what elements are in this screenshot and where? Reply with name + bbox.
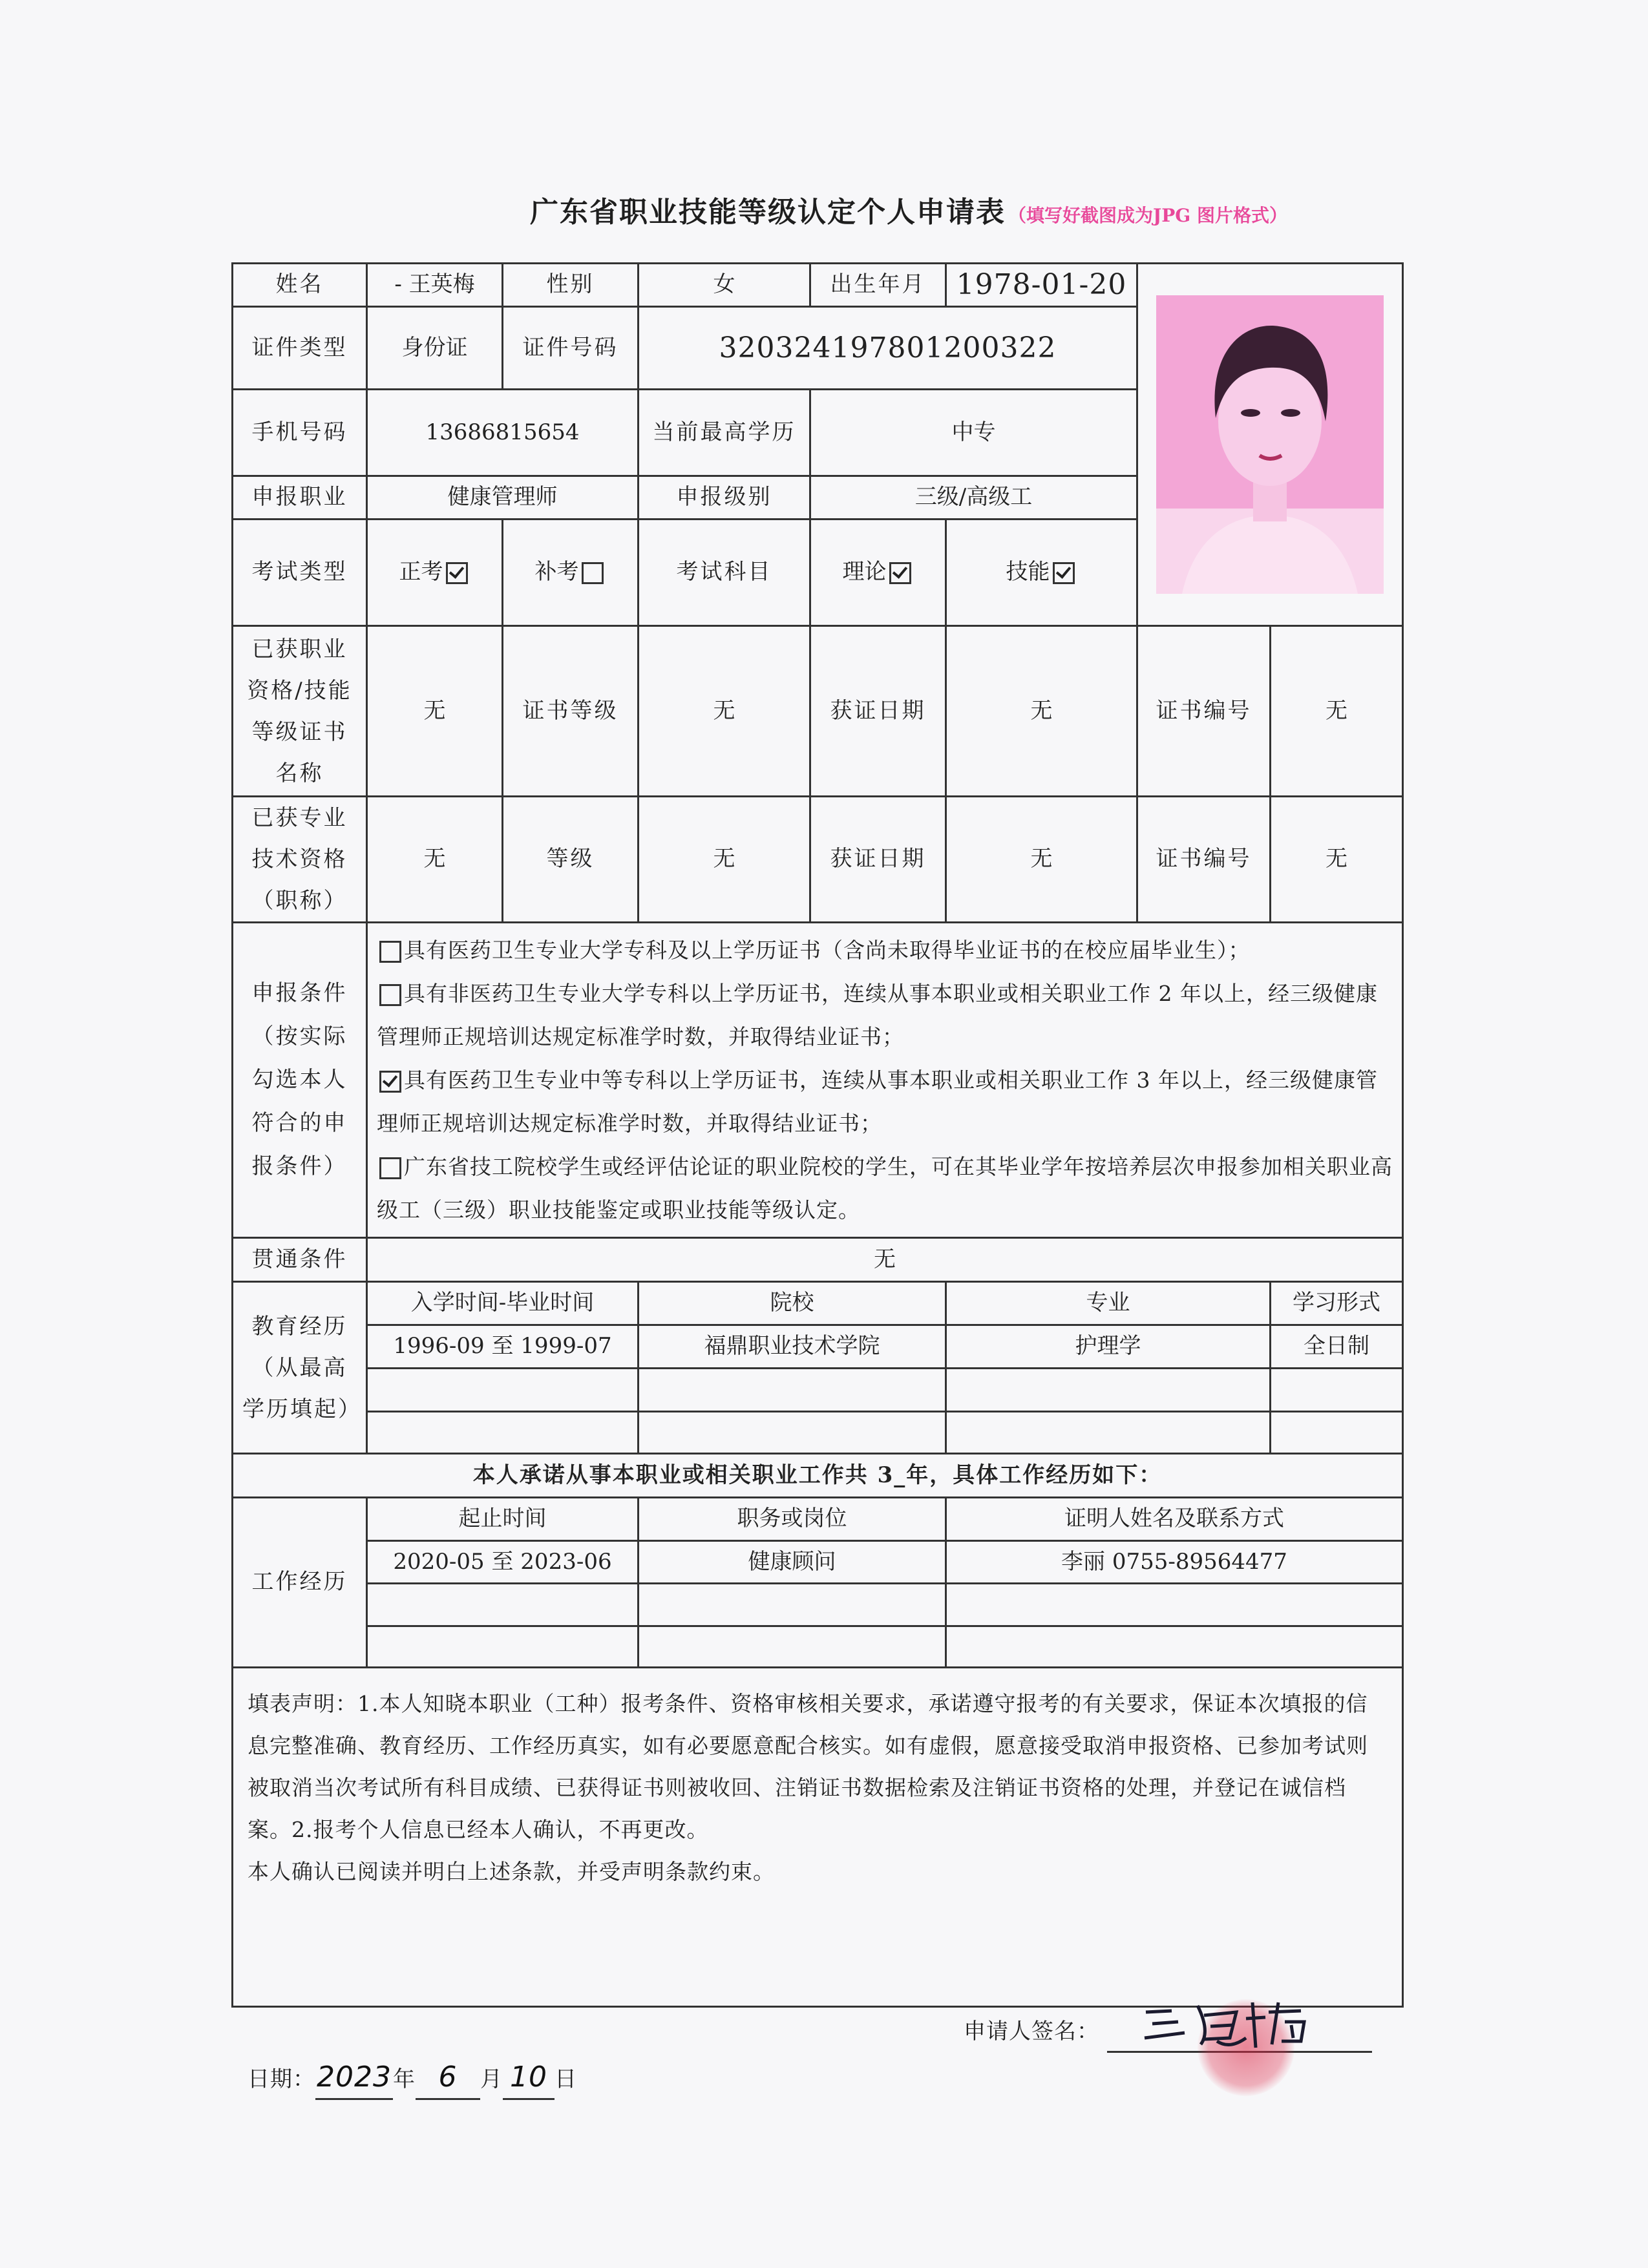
edu-value[interactable]: 中专 — [810, 390, 1137, 476]
idtype-value[interactable]: 身份证 — [367, 307, 503, 390]
phone-value[interactable]: 13686815654 — [367, 390, 639, 476]
edu-header: 学习形式 — [1271, 1282, 1403, 1325]
conditions-label: 申报条件（按实际勾选本人符合的申报条件） — [233, 923, 367, 1238]
condition-item[interactable] — [377, 972, 1393, 1058]
education-label: 教育经历（从最高学历填起） — [233, 1282, 367, 1454]
table-row — [233, 1369, 1403, 1412]
portrait-icon — [1156, 295, 1384, 594]
table-row — [233, 1412, 1403, 1454]
date-row — [248, 2056, 577, 2101]
condition-checkbox[interactable] — [379, 941, 401, 963]
work-header: 起止时间 — [367, 1498, 639, 1541]
exam-makeup[interactable] — [503, 520, 639, 626]
vocational-value[interactable]: 无 — [367, 626, 503, 797]
photo-cell — [1137, 264, 1403, 626]
cert-no-value[interactable]: 无 — [1271, 626, 1403, 797]
work-cell[interactable] — [367, 1626, 639, 1668]
exam-makeup-label: 补考 — [534, 559, 579, 585]
cert-no2-label: 证书编号 — [1137, 797, 1271, 923]
signature-field[interactable] — [1107, 2019, 1372, 2053]
signature-label: 申请人签名： — [964, 2019, 1099, 2044]
work-cell[interactable]: 2020-05 至 2023-06 — [367, 1541, 639, 1584]
occupation-label: 申报职业 — [233, 476, 367, 520]
idtype-label: 证件类型 — [233, 307, 367, 390]
condition-checkbox[interactable] — [379, 984, 401, 1006]
edu-cell[interactable] — [367, 1369, 639, 1412]
subject-skill[interactable] — [946, 520, 1137, 626]
cert-date-value[interactable]: 无 — [946, 626, 1137, 797]
cert-level-value[interactable]: 无 — [639, 626, 810, 797]
table-row — [233, 1584, 1403, 1626]
subject-theory[interactable] — [810, 520, 946, 626]
year-unit: 年 — [393, 2066, 416, 2092]
cert-no2-value[interactable]: 无 — [1271, 797, 1403, 923]
work-cell[interactable] — [367, 1584, 639, 1626]
form-title — [530, 189, 1629, 230]
subject-skill-label: 技能 — [1006, 559, 1050, 585]
name-value[interactable]: - 王英梅 — [367, 264, 503, 307]
gender-label: 性别 — [503, 264, 639, 307]
work-cell[interactable] — [639, 1626, 946, 1668]
cert-date2-label: 获证日期 — [810, 797, 946, 923]
date-label: 日期： — [248, 2066, 315, 2092]
through-label: 贯通条件 — [233, 1238, 367, 1282]
condition-text: 广东省技工院校学生或经评估论证的职业院校的学生，可在其毕业学年按培养层次申报参加相关职业高级工（三级）职业技能鉴定或职业技能等级认定。 — [377, 1154, 1393, 1223]
edu-header: 专业 — [946, 1282, 1271, 1325]
grade-label: 等级 — [503, 797, 639, 923]
work-cell[interactable]: 李丽 0755-89564477 — [946, 1541, 1403, 1584]
idno-label: 证件号码 — [503, 307, 639, 390]
table-row — [233, 1541, 1403, 1584]
examtype-label: 考试类型 — [233, 520, 367, 626]
date-year[interactable]: 2023 — [315, 2056, 393, 2100]
gender-value[interactable]: 女 — [639, 264, 810, 307]
edu-cell[interactable] — [1271, 1369, 1403, 1412]
edu-cell[interactable]: 福鼎职业技术学院 — [639, 1325, 946, 1369]
work-label: 工作经历 — [233, 1498, 367, 1668]
month-unit: 月 — [480, 2066, 503, 2092]
cert-date2-value[interactable]: 无 — [946, 797, 1137, 923]
subject-theory-checkbox[interactable] — [889, 562, 911, 584]
vocational-label: 已获职业资格/技能等级证书名称 — [233, 626, 367, 797]
condition-checkbox[interactable] — [379, 1071, 401, 1093]
portrait-photo — [1156, 295, 1384, 594]
dob-value[interactable]: 1978-01-20 — [946, 264, 1137, 307]
title-note: （填写好截图成为JPG 图片格式） — [1008, 205, 1287, 226]
cert-no-label: 证书编号 — [1137, 626, 1271, 797]
table-row — [233, 1626, 1403, 1668]
declaration — [233, 1668, 1403, 2094]
subject-label: 考试科目 — [639, 520, 810, 626]
cert-date-label: 获证日期 — [810, 626, 946, 797]
idno-value[interactable]: 320324197801200322 — [639, 307, 1137, 390]
exam-regular[interactable] — [367, 520, 503, 626]
exam-makeup-checkbox[interactable] — [582, 562, 604, 584]
work-cell[interactable] — [946, 1584, 1403, 1626]
edu-label: 当前最高学历 — [639, 390, 810, 476]
name-label: 姓名 — [233, 264, 367, 307]
level-label: 申报级别 — [639, 476, 810, 520]
occupation-value[interactable]: 健康管理师 — [367, 476, 639, 520]
work-cell[interactable] — [946, 1626, 1403, 1668]
exam-regular-label: 正考 — [399, 559, 443, 585]
table-row — [233, 1325, 1403, 1369]
title-main: 广东省职业技能等级认定个人申请表 — [530, 196, 1006, 229]
condition-checkbox[interactable] — [379, 1157, 401, 1179]
condition-item[interactable] — [377, 1145, 1393, 1232]
edu-cell[interactable] — [946, 1369, 1271, 1412]
edu-cell[interactable] — [639, 1412, 946, 1454]
edu-header: 入学时间-毕业时间 — [367, 1282, 639, 1325]
condition-text: 具有医药卫生专业大学专科及以上学历证书（含尚未取得毕业证书的在校应届毕业生）； — [404, 938, 1251, 963]
edu-cell[interactable] — [639, 1369, 946, 1412]
phone-label: 手机号码 — [233, 390, 367, 476]
work-cell[interactable]: 健康顾问 — [639, 1541, 946, 1584]
professional-label: 已获专业技术资格（职称） — [233, 797, 367, 923]
condition-text: 具有非医药卫生专业大学专科以上学历证书，连续从事本职业或相关职业工作 2 年以上，经三级健康管理师正规培训达规定标准学时数，并取得结业证书； — [377, 981, 1378, 1049]
work-cell[interactable] — [639, 1584, 946, 1626]
date-month[interactable]: 6 — [416, 2056, 480, 2100]
level-value[interactable]: 三级/高级工 — [810, 476, 1137, 520]
condition-text: 具有医药卫生专业中等专科以上学历证书，连续从事本职业或相关职业工作 3 年以上，经三级健康管理师正规培训达规定标准学时数，并取得结业证书； — [377, 1067, 1378, 1136]
declaration-confirm: 本人确认已阅读并明白上述条款，并受声明条款约束。 — [248, 1859, 775, 1884]
through-value[interactable]: 无 — [367, 1238, 1403, 1282]
edu-cell[interactable]: 全日制 — [1271, 1325, 1403, 1369]
signature-row — [964, 2011, 1372, 2053]
work-header: 职务或岗位 — [639, 1498, 946, 1541]
edu-cell[interactable]: 护理学 — [946, 1325, 1271, 1369]
edu-cell[interactable] — [946, 1412, 1271, 1454]
edu-cell[interactable]: 1996-09 至 1999-07 — [367, 1325, 639, 1369]
dob-label: 出生年月 — [810, 264, 946, 307]
exam-regular-checkbox[interactable] — [446, 562, 468, 584]
conditions-list — [367, 923, 1403, 1238]
application-form — [231, 262, 1404, 2094]
condition-item[interactable] — [377, 929, 1393, 972]
edu-cell[interactable] — [1271, 1412, 1403, 1454]
work-commitment: 本人承诺从事本职业或相关职业工作共 3_年，具体工作经历如下： — [233, 1454, 1403, 1498]
date-day[interactable]: 10 — [503, 2056, 555, 2100]
edu-header: 院校 — [639, 1282, 946, 1325]
handwritten-signature — [1139, 1993, 1333, 2051]
day-unit: 日 — [555, 2066, 577, 2092]
cert-level-label: 证书等级 — [503, 626, 639, 797]
grade-value[interactable]: 无 — [639, 797, 810, 923]
professional-value[interactable]: 无 — [367, 797, 503, 923]
subject-skill-checkbox[interactable] — [1053, 562, 1075, 584]
condition-item[interactable] — [377, 1058, 1393, 1145]
declaration-text: 填表声明：1.本人知晓本职业（工种）报考条件、资格审核相关要求，承诺遵守报考的有关要求，保证本次填报的信息完整准确、教育经历、工作经历真实，如有必要愿意配合核实。如有虚假，愿意接受取消申报资格、已参加考试则被取消当次考试所有科目成绩、已获得证书则被收回、注销证书数据检索及注销证书资格的处理，并登记在诚信档案。2.报考个人信息已经本人确认，不再更改。 — [248, 1691, 1368, 1842]
edu-cell[interactable] — [367, 1412, 639, 1454]
subject-theory-label: 理论 — [842, 559, 887, 585]
work-header: 证明人姓名及联系方式 — [946, 1498, 1403, 1541]
